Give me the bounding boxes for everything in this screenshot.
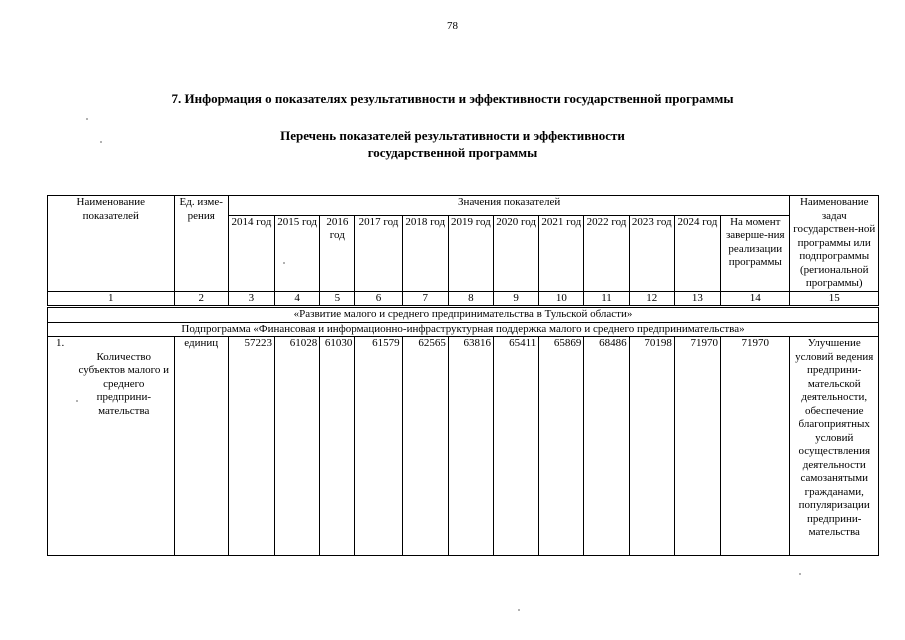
subprogram-row (48, 322, 879, 337)
value-cell: 61028 (275, 337, 320, 556)
value-cell: 61579 (355, 337, 402, 556)
header-row-1 (48, 196, 879, 216)
header-unit: Ед. изме-рения (174, 196, 228, 292)
value-cell: 57223 (228, 337, 274, 556)
header-year: 2017 год (355, 215, 402, 291)
column-number: 3 (228, 291, 274, 307)
header-year: 2021 год (539, 215, 584, 291)
column-number: 7 (402, 291, 448, 307)
column-number: 15 (790, 291, 879, 307)
header-name: Наименование показателей (48, 196, 175, 292)
value-cell: 71970 (674, 337, 720, 556)
value-cell: 68486 (584, 337, 629, 556)
section-title: 7. Информация о показателях результативности и эффективности государственной программы (171, 91, 734, 106)
scan-speck (518, 609, 520, 611)
header-year: 2019 год (448, 215, 493, 291)
list-title-line-1: Перечень показателей результативности и эффективности (280, 128, 625, 143)
column-number: 8 (448, 291, 493, 307)
value-cell: 65411 (494, 337, 539, 556)
header-year: 2016 год (320, 215, 355, 291)
header-year: 2020 год (494, 215, 539, 291)
header-completion: На момент заверше-ния реализации программы (721, 215, 790, 291)
program-title: «Развитие малого и среднего предпринимательства в Тульской области» (48, 307, 879, 323)
scan-speck (100, 141, 102, 143)
table-row (48, 337, 879, 556)
header-year: 2024 год (674, 215, 720, 291)
column-number: 1 (48, 291, 175, 307)
header-year: 2023 год (629, 215, 674, 291)
value-cell: 62565 (402, 337, 448, 556)
scan-speck (283, 262, 285, 264)
value-cell: 70198 (629, 337, 674, 556)
completion-value-cell: 71970 (721, 337, 790, 556)
page-number: 78 (447, 20, 458, 32)
row-number: 1. (56, 337, 65, 349)
scan-speck (76, 400, 78, 402)
list-title-line-2: государственной программы (367, 145, 538, 160)
header-year: 2014 год (228, 215, 274, 291)
value-cell: 63816 (448, 337, 493, 556)
column-number: 9 (494, 291, 539, 307)
indicators-table (47, 195, 879, 556)
indicator-name-cell (48, 337, 175, 556)
header-year: 2018 год (402, 215, 448, 291)
column-number: 13 (674, 291, 720, 307)
value-cell: 61030 (320, 337, 355, 556)
list-title (0, 127, 905, 161)
unit-cell: единиц (174, 337, 228, 556)
column-number: 10 (539, 291, 584, 307)
column-number: 14 (721, 291, 790, 307)
header-tasks: Наименование задач государствен-ной программы или подпрограммы (региональной программы) (790, 196, 879, 292)
task-cell: Улучшение условий ведения предприни-мательской деятельности, обеспечение благоприятных условий осуществления деятельности самозанятыми гражданами, популяризации предприни-мательства (790, 337, 879, 556)
program-row (48, 307, 879, 323)
header-values-group: Значения показателей (228, 196, 790, 216)
column-numbers-row (48, 291, 879, 307)
column-number: 11 (584, 291, 629, 307)
column-number: 6 (355, 291, 402, 307)
column-number: 4 (275, 291, 320, 307)
column-number: 5 (320, 291, 355, 307)
indicator-name: Количество субъектов малого и среднего предприни-мательства (78, 350, 170, 417)
subprogram-title: Подпрограмма «Финансовая и информационно-инфраструктурная поддержка малого и среднего предпринимательства» (48, 322, 879, 337)
scan-speck (799, 573, 801, 575)
header-year: 2022 год (584, 215, 629, 291)
column-number: 2 (174, 291, 228, 307)
scan-speck (86, 118, 88, 120)
header-year: 2015 год (275, 215, 320, 291)
column-number: 12 (629, 291, 674, 307)
value-cell: 65869 (539, 337, 584, 556)
